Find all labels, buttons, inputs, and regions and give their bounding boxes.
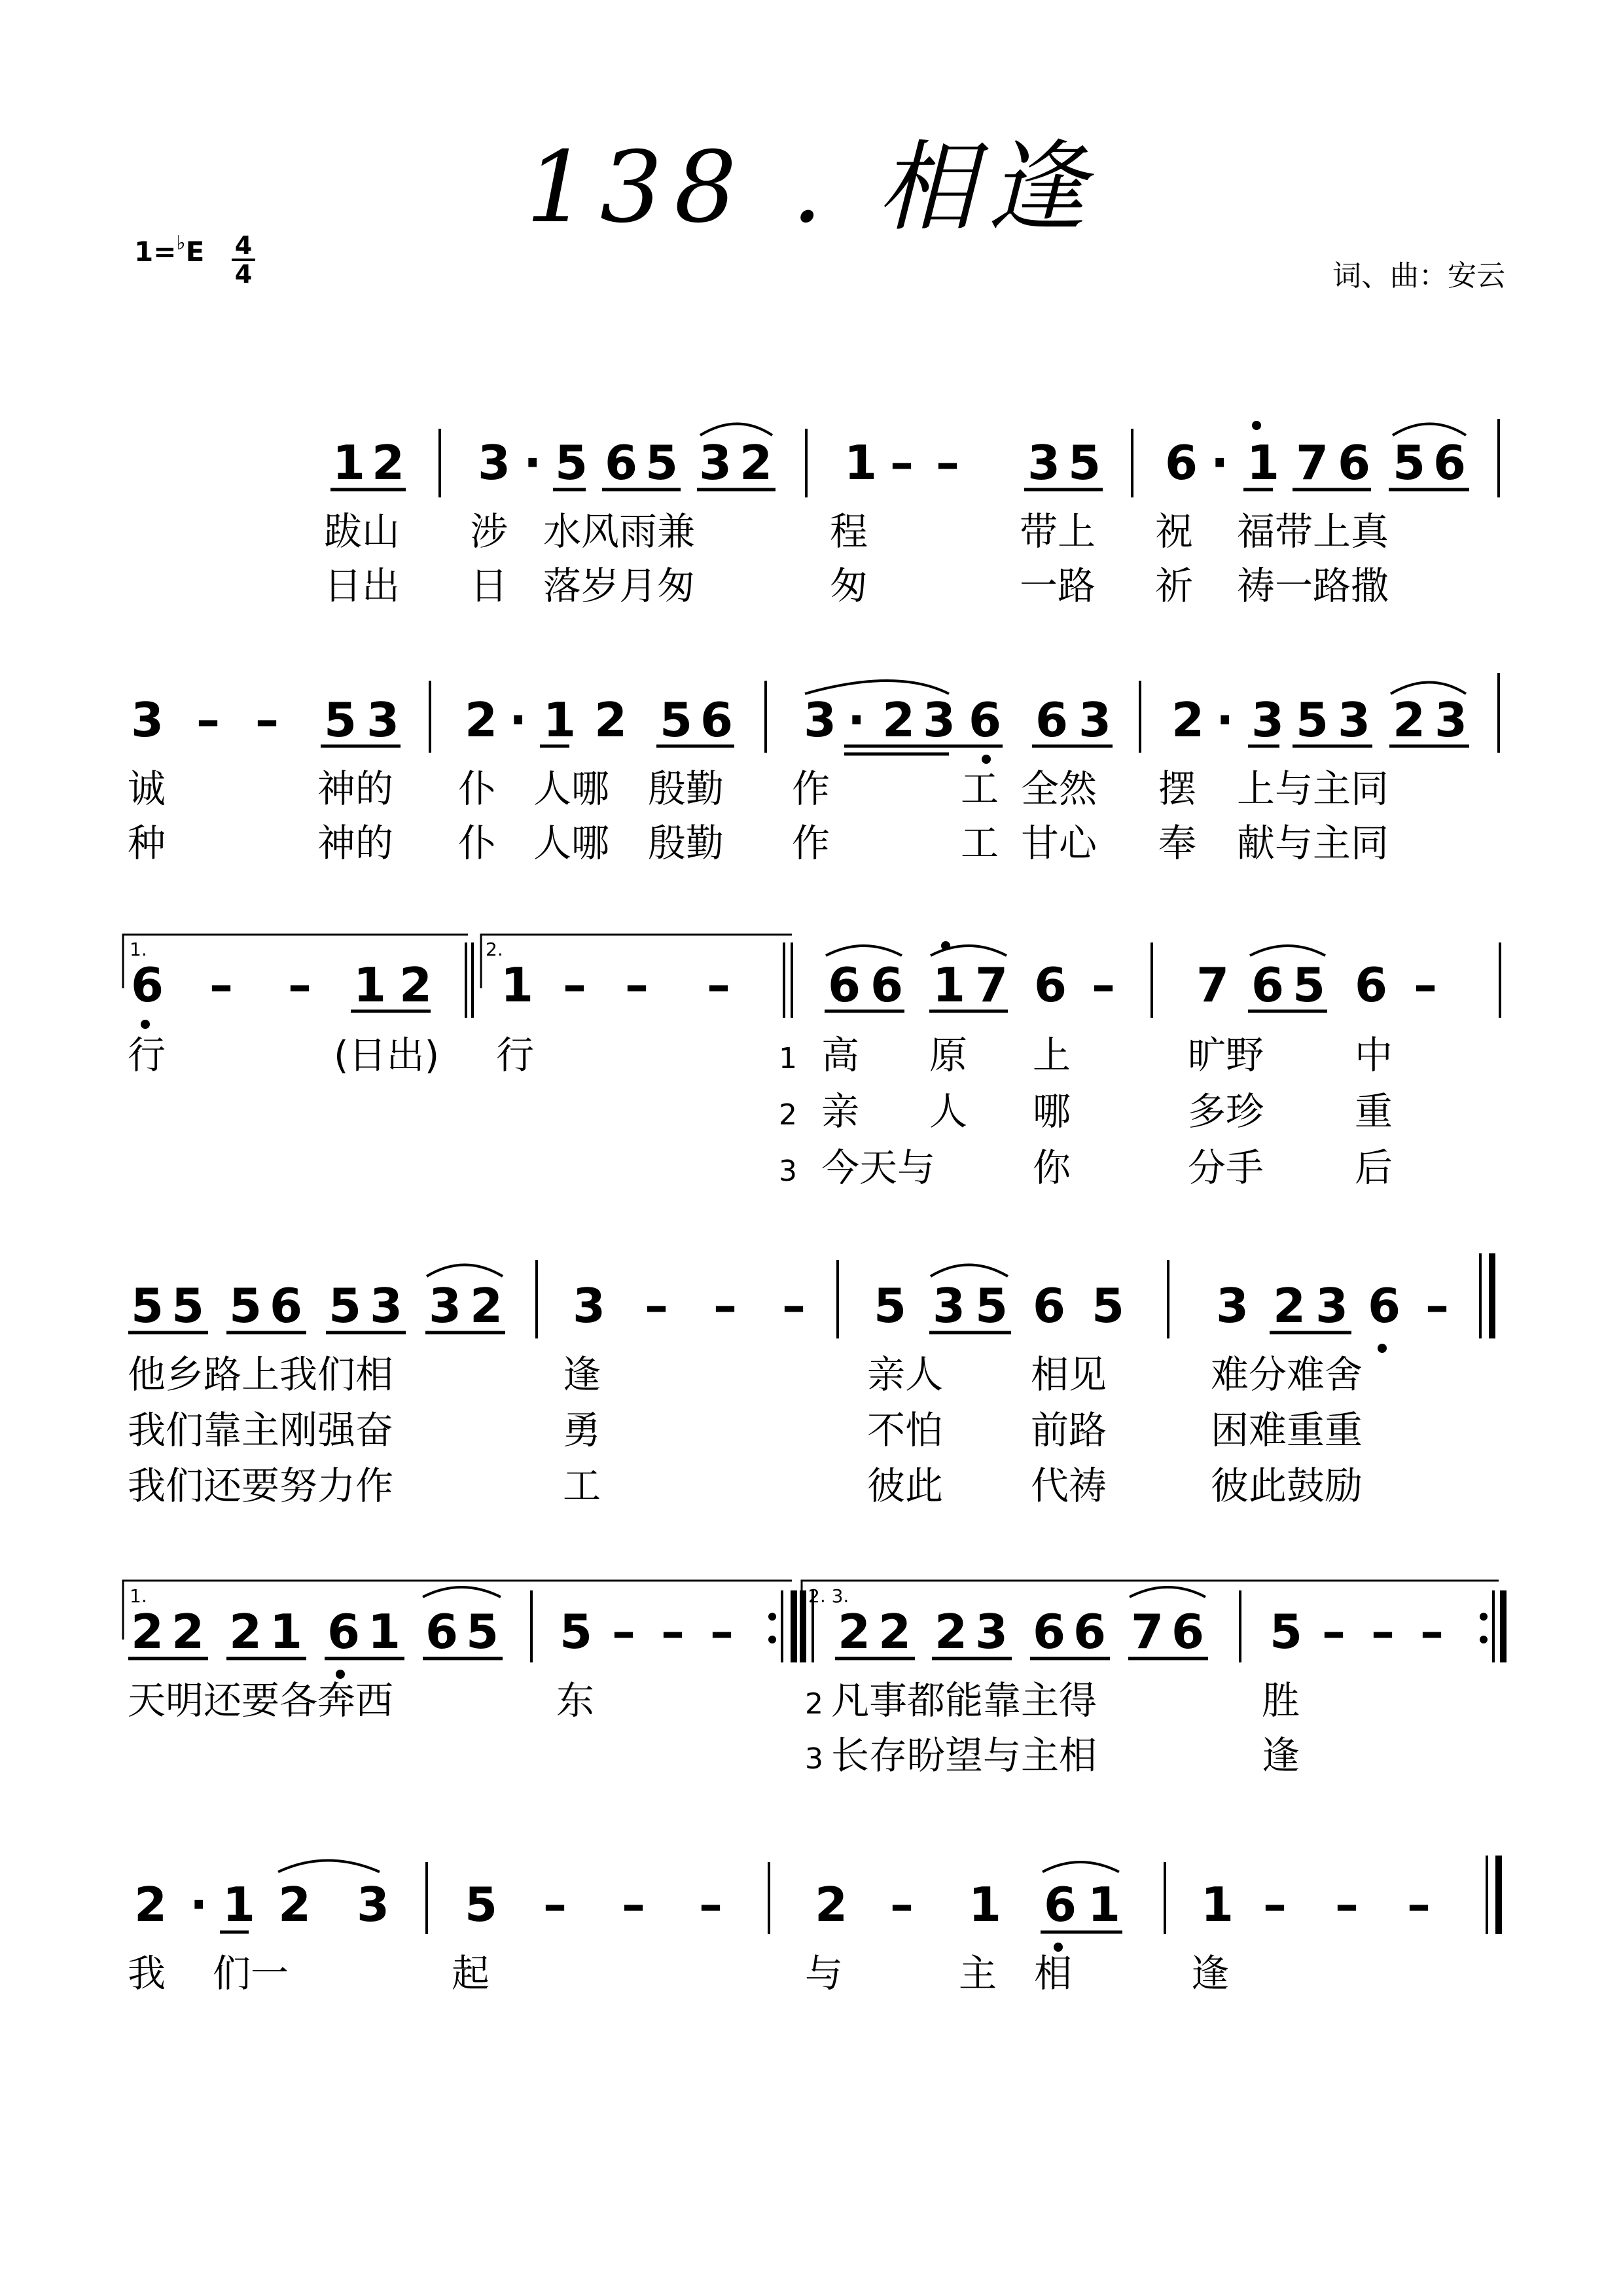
note: – [196, 692, 220, 747]
note: 3 [357, 1877, 390, 1932]
note: 5 [466, 1604, 499, 1659]
verse-number: 2 [779, 1098, 797, 1132]
lyric: 仆 [458, 821, 497, 865]
row-5 [131, 1604, 1444, 1659]
lyric: 重 [1355, 1089, 1393, 1134]
note: – [543, 1877, 567, 1932]
volta-label: 1. [130, 939, 147, 960]
note: – [625, 958, 649, 1013]
page-title: 138 . 相逢 [526, 131, 1097, 245]
lyric: 他乡路上我们相 [128, 1352, 394, 1397]
note: 7 [1296, 435, 1329, 490]
lyric: 殷勤 [648, 766, 724, 811]
lyric: 中 [1355, 1033, 1393, 1077]
row-1 [332, 435, 1466, 490]
lyric: 殷勤 [648, 821, 724, 865]
note: 3 [370, 1278, 403, 1333]
lyric: 起 [452, 1951, 490, 1996]
lyric: 勇 [563, 1408, 601, 1452]
lyric: 彼此鼓励 [1211, 1463, 1363, 1508]
note: 6 [1433, 435, 1467, 490]
row-2-lyrics [128, 766, 1389, 865]
note: 2 [134, 1877, 168, 1932]
note: 7 [1131, 1604, 1164, 1659]
note: 3 [1251, 692, 1285, 747]
volta-label: 2. 3. [808, 1585, 849, 1607]
note: 1 [270, 1604, 303, 1659]
lyric: 落岁月匆 [543, 564, 696, 608]
row-4 [131, 1278, 1449, 1333]
lyric: 我们靠主刚强奋 [128, 1408, 394, 1452]
note: 2 [278, 1877, 312, 1932]
note: 5 [660, 692, 693, 747]
note: 1 [501, 958, 534, 1013]
lyric: 作 [792, 821, 830, 865]
lyric: 代祷 [1031, 1463, 1107, 1508]
row-1-lyrics [324, 509, 1390, 608]
note: 6 [1044, 1877, 1077, 1932]
note: – [1371, 1604, 1395, 1659]
lyric: 彼此 [867, 1463, 944, 1508]
note: 1 [353, 958, 387, 1013]
lyric: 摆 [1158, 766, 1197, 811]
note: 1 [1247, 435, 1280, 490]
lyric: 我们还要努力作 [128, 1463, 394, 1508]
note: 5 [555, 435, 588, 490]
row-3-volta-labels [130, 939, 503, 960]
note: 6 [1034, 958, 1067, 1013]
lyric: 全然 [1021, 766, 1097, 811]
lyric: 主 [959, 1951, 997, 1996]
note: 5 [645, 435, 679, 490]
note: 3 [573, 1278, 606, 1333]
note: · [1211, 435, 1229, 490]
note: 2 [838, 1604, 871, 1659]
note: – [1414, 958, 1437, 1013]
lyric: 一路 [1020, 564, 1096, 608]
lyric: 行 [128, 1033, 166, 1077]
lyric: 诚 [128, 766, 166, 811]
note: · [524, 435, 542, 490]
note: 1 [1088, 1877, 1121, 1932]
note: – [699, 1877, 722, 1932]
note: 5 [131, 1278, 164, 1333]
note: – [645, 1278, 668, 1333]
lyric: 前路 [1031, 1408, 1107, 1452]
lyric: 甘心 [1021, 821, 1097, 865]
meter-top: 4 [234, 231, 253, 260]
lyric: 不怕 [867, 1408, 944, 1452]
note: 6 [605, 435, 638, 490]
note: – [890, 435, 914, 490]
lyric: 你 [1033, 1145, 1071, 1190]
lyric: 逢 [1191, 1951, 1230, 1996]
note: – [936, 435, 959, 490]
lyric: 我 [128, 1951, 166, 1996]
lyric: 多珍 [1188, 1089, 1264, 1134]
note: 5 [229, 1278, 262, 1333]
note: 2 [399, 958, 433, 1013]
note: – [1420, 1604, 1444, 1659]
verse-number: 3 [779, 1155, 797, 1188]
lyric: 东 [556, 1678, 595, 1723]
lyric: 原 [929, 1033, 968, 1077]
note: – [1322, 1604, 1346, 1659]
credit: 词、曲：安云 [1332, 259, 1505, 293]
note: – [782, 1278, 806, 1333]
lyric: 带上 [1020, 509, 1096, 554]
note: · [847, 692, 866, 747]
row-5-lyrics [128, 1678, 1300, 1778]
note: 6 [1368, 1278, 1401, 1333]
row-5-repeat-dots [336, 1613, 1488, 1679]
lyric: 分手 [1188, 1145, 1264, 1190]
note: 2 [229, 1604, 262, 1659]
note: 6 [870, 958, 904, 1013]
note: 5 [1270, 1604, 1303, 1659]
lyric: 相见 [1031, 1352, 1107, 1397]
note: – [1263, 1877, 1287, 1932]
lyric: 人哪 [533, 766, 610, 811]
lyric: 后 [1355, 1145, 1393, 1190]
lyric: 与 [805, 1951, 844, 1996]
lyric: 匆 [830, 564, 868, 608]
note: 2 [465, 692, 498, 747]
note: 3 [933, 1278, 966, 1333]
note: 1 [969, 1877, 1002, 1932]
note: · [190, 1877, 208, 1932]
verse-number: 1 [779, 1042, 797, 1075]
row-2-dots [982, 755, 991, 764]
note: – [288, 958, 312, 1013]
note: 3 [804, 692, 837, 747]
lyric: 种 [128, 821, 166, 865]
note: 2 [171, 1604, 205, 1659]
volta-label: 1. [130, 1585, 147, 1607]
lyric: 日 [470, 564, 508, 608]
lyric: 跋山 [324, 509, 401, 554]
note: 6 [1035, 692, 1069, 747]
note: 5 [324, 692, 357, 747]
lyric: 人 [929, 1089, 968, 1134]
lyric: 程 [830, 509, 868, 554]
flat-sign: ♭ [176, 232, 186, 255]
note: 2 [594, 692, 628, 747]
note: 3 [1079, 692, 1112, 747]
row-2 [131, 692, 1467, 747]
volta-label: 2. [486, 939, 503, 960]
note: 3 [1338, 692, 1371, 747]
lyric: 天明还要各奔西 [128, 1678, 394, 1723]
note: 2 [740, 435, 773, 490]
note: 3 [429, 1278, 462, 1333]
lyric: 涉 [470, 509, 508, 554]
lyric: 祈 [1155, 564, 1194, 608]
note: 2 [878, 1604, 912, 1659]
note: 2 [1273, 1278, 1306, 1333]
note: 6 [1033, 1604, 1066, 1659]
lyric: 献与主同 [1237, 821, 1389, 865]
note: – [1335, 1877, 1359, 1932]
note: 5 [560, 1604, 593, 1659]
note: 6 [1073, 1604, 1107, 1659]
note: – [1407, 1877, 1431, 1932]
note: 3 [923, 692, 956, 747]
note: 5 [1296, 692, 1329, 747]
row-4-dots [1378, 1344, 1387, 1353]
note: 6 [828, 958, 861, 1013]
lyric: 逢 [563, 1352, 601, 1397]
lyric: 工 [961, 821, 999, 865]
note: 6 [1033, 1278, 1066, 1333]
note: 2 [1393, 692, 1426, 747]
note: 2 [131, 1604, 164, 1659]
lyric: 祝 [1155, 509, 1194, 554]
note: 2 [372, 435, 405, 490]
note: 6 [131, 958, 164, 1013]
note: 6 [270, 1278, 303, 1333]
lyric: 奉 [1158, 821, 1197, 865]
note: 3 [1216, 1278, 1249, 1333]
row-6-lines [220, 1856, 1499, 1934]
lyric: 水风雨兼 [543, 509, 696, 554]
row-4-lyrics [128, 1352, 1363, 1508]
lyric: 凡事都能靠主得 [831, 1678, 1097, 1723]
note: 5 [1393, 435, 1426, 490]
note: 3 [975, 1604, 1008, 1659]
verse-number: 2 [805, 1687, 823, 1721]
lyric: 们一 [213, 1951, 289, 1996]
row-3-lyrics [128, 1033, 1393, 1190]
note: · [1216, 692, 1234, 747]
note: 1 [332, 435, 366, 490]
verse-number: 3 [805, 1742, 823, 1776]
lyric: 长存盼望与主相 [831, 1733, 1097, 1778]
note: 2 [935, 1604, 968, 1659]
note: 1 [1201, 1877, 1234, 1932]
lyric: 工 [961, 766, 999, 811]
note: 5 [171, 1278, 205, 1333]
lyric: 仆 [458, 766, 497, 811]
lyric: 祷一路撒 [1237, 564, 1389, 608]
row-1-dots [1252, 421, 1261, 430]
note: 3 [366, 692, 400, 747]
lyric: 哪 [1033, 1089, 1071, 1134]
note: · [509, 692, 527, 747]
key-note: E [185, 236, 205, 268]
note: 5 [874, 1278, 907, 1333]
lyric: 日出 [324, 564, 401, 608]
note: 6 [1355, 958, 1388, 1013]
lyric: 神的 [317, 821, 394, 865]
note: 2 [1171, 692, 1205, 747]
note: 2 [815, 1877, 848, 1932]
lyric: 工 [563, 1463, 601, 1508]
note: – [710, 1604, 734, 1659]
note: 6 [969, 692, 1002, 747]
lyric: 上与主同 [1237, 766, 1389, 811]
note: – [209, 958, 233, 1013]
note: 1 [933, 958, 966, 1013]
lyric: 旷野 [1188, 1033, 1264, 1077]
note: 5 [1293, 958, 1326, 1013]
note: – [255, 692, 279, 747]
row-6 [134, 1877, 1431, 1932]
note: 1 [368, 1604, 401, 1659]
lyric: 今天与 [821, 1145, 936, 1190]
note: 3 [1435, 692, 1468, 747]
lyric: 福带上真 [1237, 509, 1389, 554]
note: – [1425, 1278, 1449, 1333]
lyric: 逢 [1262, 1733, 1300, 1778]
note: 3 [131, 692, 164, 747]
lyric: (日出) [334, 1033, 440, 1077]
lyric: 作 [792, 766, 830, 811]
note: – [707, 958, 730, 1013]
lyric: 难分难舍 [1211, 1352, 1363, 1397]
note: – [612, 1604, 635, 1659]
note: 6 [1171, 1604, 1205, 1659]
note: 3 [478, 435, 511, 490]
key-prefix: 1= [134, 236, 177, 268]
note: 3 [1315, 1278, 1349, 1333]
note: – [622, 1877, 645, 1932]
note: 6 [327, 1604, 361, 1659]
note: 6 [1338, 435, 1371, 490]
note: 5 [975, 1278, 1008, 1333]
note: 5 [329, 1278, 362, 1333]
note: 2 [882, 692, 916, 747]
lyric: 相 [1034, 1951, 1073, 1996]
row-6-dots [1054, 1943, 1063, 1952]
note: 5 [1092, 1278, 1125, 1333]
note: – [661, 1604, 685, 1659]
lyric: 亲 [821, 1089, 860, 1134]
note: 2 [470, 1278, 503, 1333]
note: 6 [700, 692, 734, 747]
lyric: 高 [821, 1033, 860, 1077]
lyric: 胜 [1262, 1678, 1300, 1723]
lyric: 人哪 [533, 821, 610, 865]
lyric: 亲人 [867, 1352, 944, 1397]
note: – [563, 958, 586, 1013]
note: – [890, 1877, 914, 1932]
note: 5 [1068, 435, 1101, 490]
note: 1 [543, 692, 577, 747]
note: 6 [1165, 435, 1198, 490]
note: 6 [1251, 958, 1285, 1013]
note: 3 [1027, 435, 1061, 490]
note: 1 [223, 1877, 256, 1932]
note: 1 [844, 435, 878, 490]
lyric: 神的 [317, 766, 394, 811]
meter-bottom: 4 [234, 260, 253, 289]
note: 7 [1196, 958, 1230, 1013]
note: 3 [699, 435, 732, 490]
note: 7 [975, 958, 1008, 1013]
note: 5 [465, 1877, 498, 1932]
lyric: 行 [496, 1033, 535, 1077]
note: 6 [425, 1604, 459, 1659]
note: – [713, 1278, 737, 1333]
row-6-lyrics [128, 1951, 1229, 1996]
lyric: 困难重重 [1211, 1408, 1363, 1452]
note: – [1092, 958, 1115, 1013]
lyric: 上 [1033, 1033, 1071, 1077]
